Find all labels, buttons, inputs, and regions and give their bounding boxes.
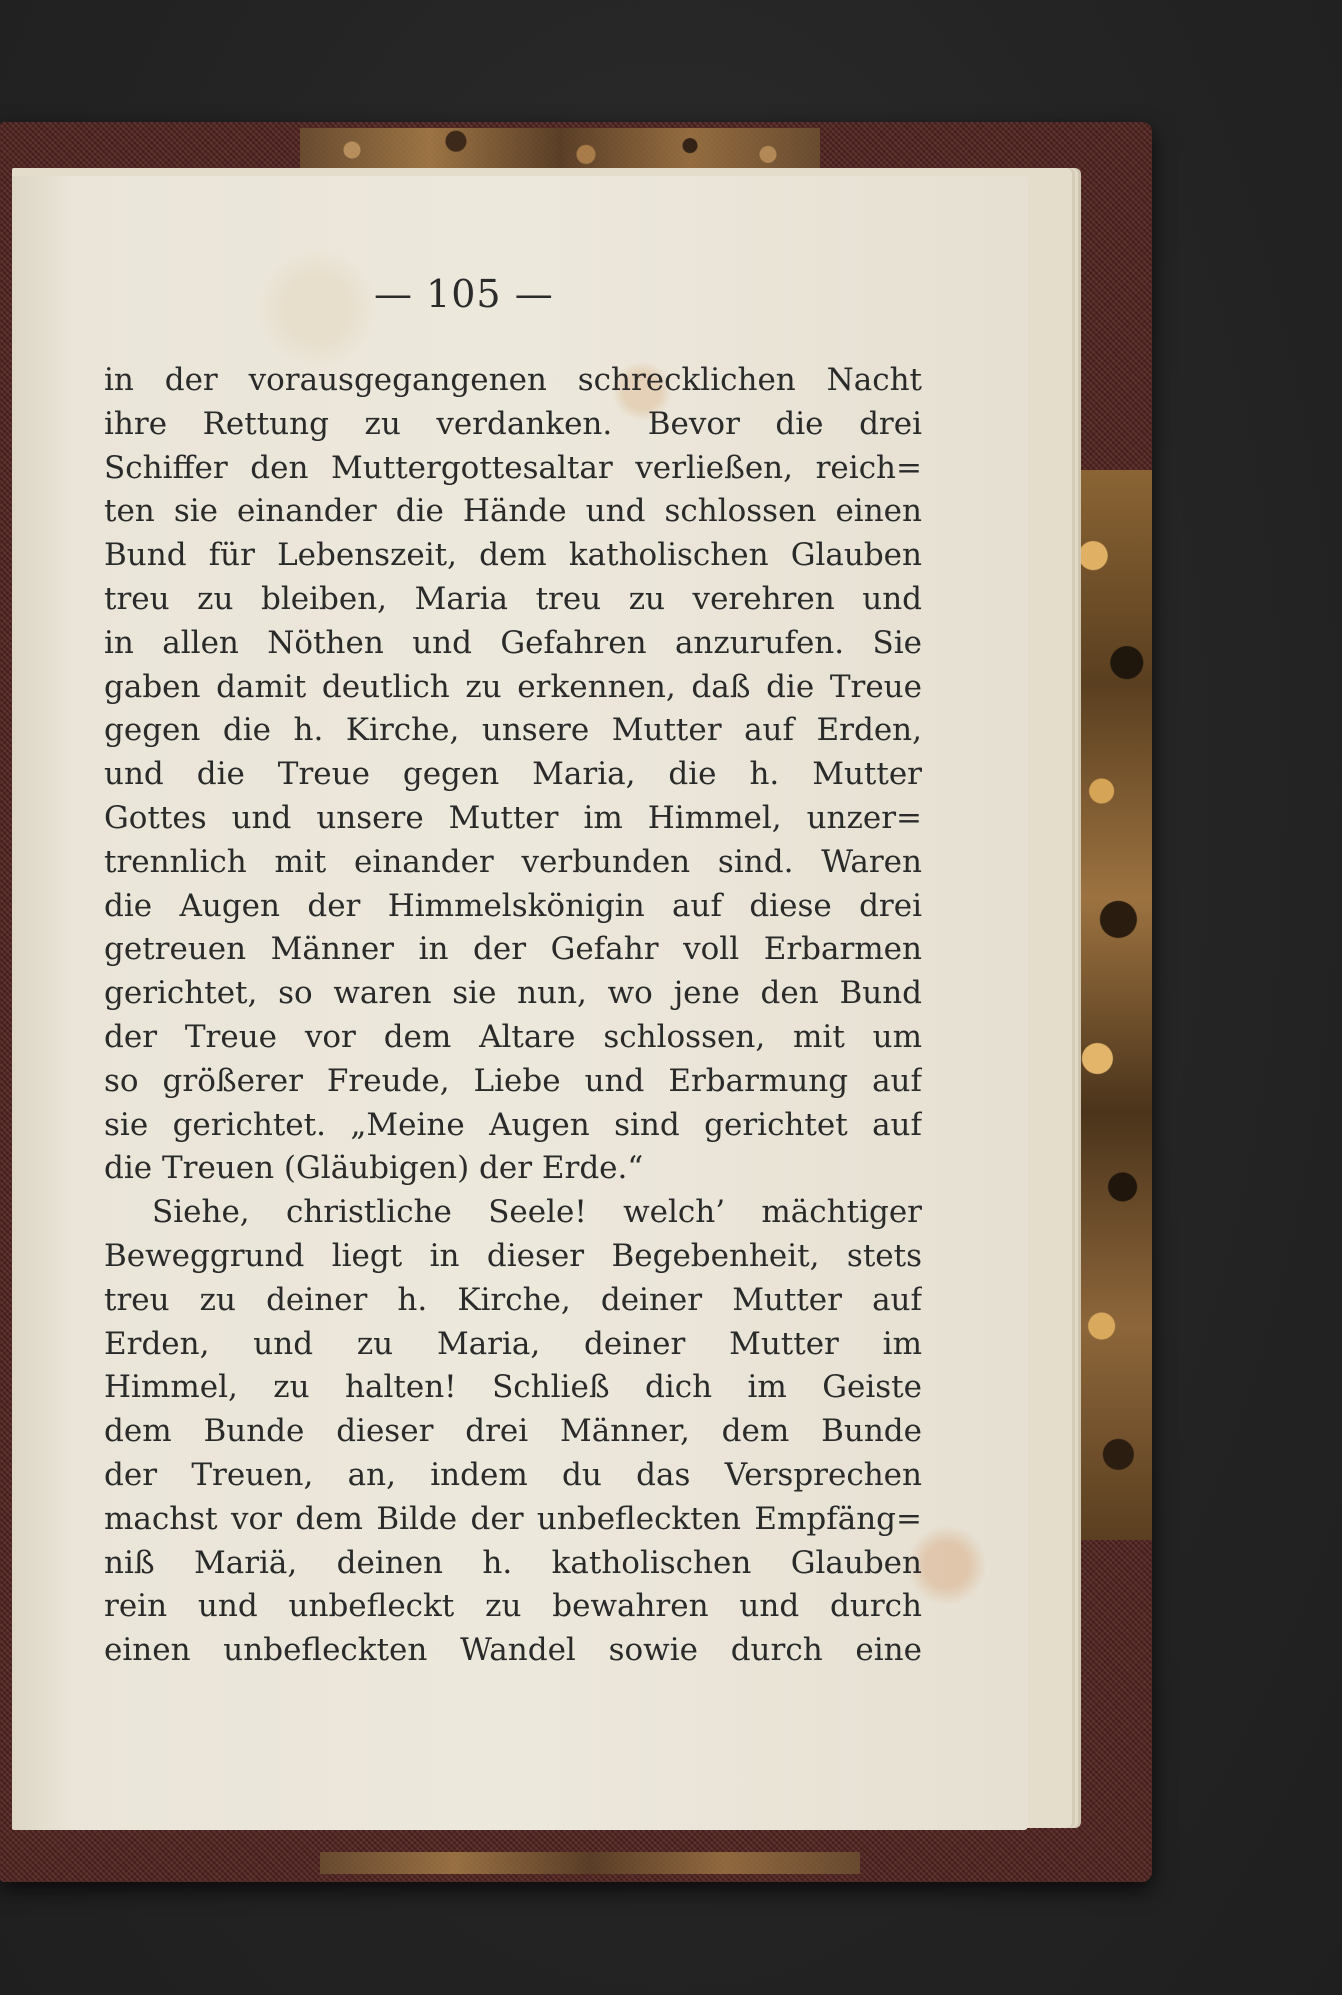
text-line: niß Mariä, deinen h. katholischen Glauben: [104, 1544, 922, 1581]
text-line: in der vorausgegangenen schrecklichen Nacht: [104, 362, 922, 398]
text-line: ihre Rettung zu verdanken. Bevor die drei: [104, 405, 922, 442]
text-line: getreuen Männer in der Gefahr voll Erbarmen: [104, 931, 922, 968]
text-line: gaben damit deutlich zu erkennen, daß die Treue: [104, 668, 922, 705]
text-line: dem Bunde dieser drei Männer, dem Bunde: [104, 1413, 922, 1450]
text-line: sie gerichtet. „Meine Augen sind gerichtet auf: [104, 1106, 922, 1143]
text-line: gerichtet, so waren sie nun, wo jene den Bund: [104, 975, 922, 1012]
text-line: Himmel, zu halten! Schließ dich im Geiste: [104, 1369, 922, 1406]
text-line: Siehe, christliche Seele! welch’ mächtiger: [152, 1194, 922, 1231]
text-line: der Treuen, an, indem du das Versprechen: [104, 1456, 922, 1493]
text-line: so größerer Freude, Liebe und Erbarmung auf: [104, 1062, 922, 1099]
marbled-page-edge: [1068, 470, 1152, 1540]
text-line: die Augen der Himmelskönigin auf diese drei: [104, 887, 922, 924]
text-line: ten sie einander die Hände und schlossen einen: [104, 493, 922, 530]
book-page: [12, 176, 1028, 1830]
text-line: einen unbefleckten Wandel sowie durch eine: [104, 1632, 922, 1669]
page-number: — 105 —: [374, 272, 554, 316]
text-line: die Treuen (Gläubigen) der Erde.“: [104, 1150, 644, 1187]
text-line: Beweggrund liegt in dieser Begebenheit, stets: [104, 1237, 922, 1274]
text-line: machst vor dem Bilde der unbefleckten Empfäng=: [104, 1500, 922, 1537]
page-text: [104, 359, 922, 1673]
text-line: Schiffer den Muttergottesaltar verließen, reich=: [104, 449, 922, 486]
marbled-endpaper-bottom: [320, 1852, 860, 1874]
text-line: Erden, und zu Maria, deiner Mutter im: [104, 1325, 922, 1362]
text-line: und die Treue gegen Maria, die h. Mutter: [104, 756, 922, 793]
marbled-endpaper-top: [300, 128, 820, 172]
text-line: treu zu deiner h. Kirche, deiner Mutter auf: [104, 1281, 922, 1318]
text-line: Bund für Lebenszeit, dem katholischen Glauben: [104, 537, 922, 574]
text-line: in allen Nöthen und Gefahren anzurufen. Sie: [104, 624, 922, 661]
text-line: treu zu bleiben, Maria treu zu verehren und: [104, 580, 922, 617]
text-line: trennlich mit einander verbunden sind. Waren: [104, 843, 922, 880]
text-line: der Treue vor dem Altare schlossen, mit um: [104, 1018, 922, 1055]
text-line: Gottes und unsere Mutter im Himmel, unzer=: [104, 799, 922, 836]
text-line: gegen die h. Kirche, unsere Mutter auf Erden,: [104, 712, 922, 749]
text-line: rein und unbefleckt zu bewahren und durch: [104, 1588, 922, 1625]
